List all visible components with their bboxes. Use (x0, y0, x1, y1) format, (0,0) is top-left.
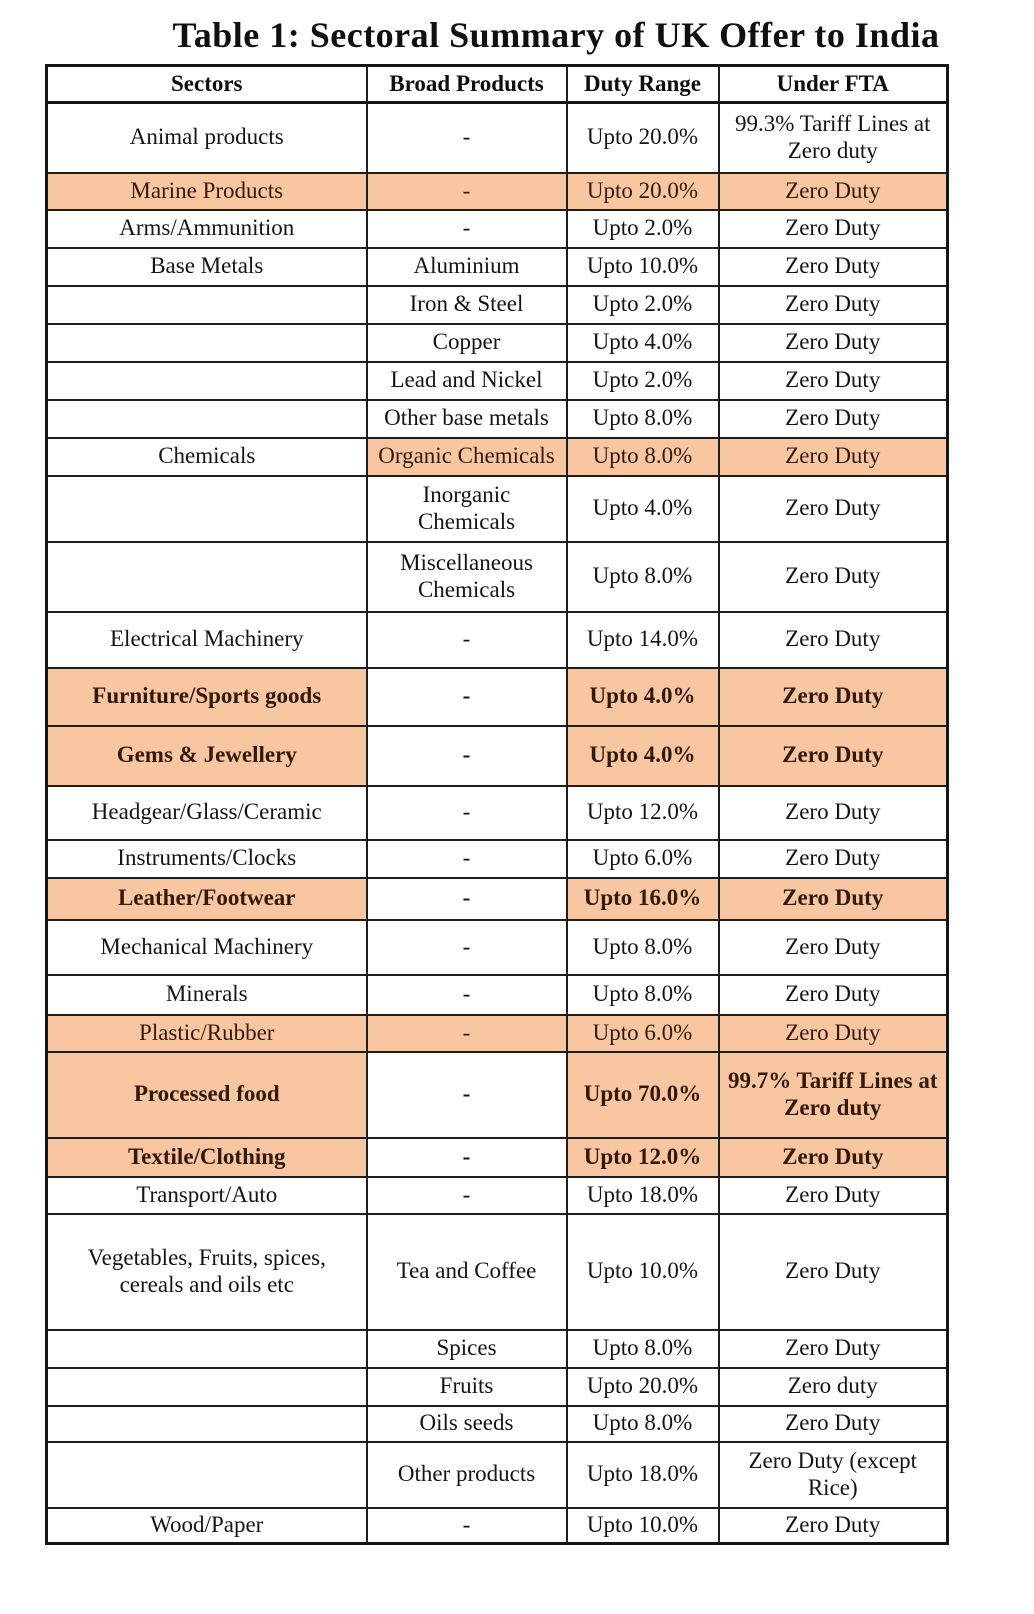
product-cell: - (367, 1177, 567, 1214)
table-header-row (47, 66, 948, 103)
sector-cell (47, 1406, 367, 1442)
duty-cell: Upto 4.0% (567, 324, 719, 362)
sector-cell (47, 362, 367, 400)
fta-cell: Zero Duty (except Rice) (719, 1442, 948, 1508)
fta-cell: Zero Duty (719, 438, 948, 476)
product-cell: - (367, 103, 567, 173)
sector-cell (47, 476, 367, 542)
sector-cell (47, 1442, 367, 1508)
product-cell: Lead and Nickel (367, 362, 567, 400)
duty-cell: Upto 16.0% (567, 878, 719, 920)
fta-cell: 99.7% Tariff Lines at Zero duty (719, 1052, 948, 1138)
product-cell: - (367, 1138, 567, 1177)
table-row (47, 975, 948, 1015)
duty-cell: Upto 18.0% (567, 1442, 719, 1508)
product-cell: - (367, 173, 567, 210)
sector-cell (47, 400, 367, 438)
table-row (47, 362, 948, 400)
product-cell: Tea and Coffee (367, 1214, 567, 1330)
table-row (47, 1508, 948, 1544)
duty-cell: Upto 18.0% (567, 1177, 719, 1214)
product-cell: - (367, 612, 567, 668)
duty-cell: Upto 4.0% (567, 668, 719, 726)
product-cell: Oils seeds (367, 1406, 567, 1442)
sector-cell: Minerals (47, 975, 367, 1015)
fta-cell: Zero Duty (719, 362, 948, 400)
product-cell: - (367, 878, 567, 920)
fta-cell: 99.3% Tariff Lines at Zero duty (719, 103, 948, 173)
product-cell: - (367, 975, 567, 1015)
product-cell: - (367, 726, 567, 786)
sector-cell: Furniture/Sports goods (47, 668, 367, 726)
fta-cell: Zero Duty (719, 975, 948, 1015)
product-cell: Inorganic Chemicals (367, 476, 567, 542)
sector-cell: Instruments/Clocks (47, 840, 367, 878)
sector-cell (47, 286, 367, 324)
duty-cell: Upto 8.0% (567, 1330, 719, 1368)
product-cell: - (367, 786, 567, 840)
table-row (47, 1015, 948, 1052)
fta-cell: Zero Duty (719, 173, 948, 210)
table-row (47, 668, 948, 726)
duty-cell: Upto 14.0% (567, 612, 719, 668)
fta-cell: Zero Duty (719, 612, 948, 668)
product-cell: Copper (367, 324, 567, 362)
product-cell: Miscellaneous Chemicals (367, 542, 567, 612)
table-row (47, 1406, 948, 1442)
table-row (47, 476, 948, 542)
duty-cell: Upto 8.0% (567, 975, 719, 1015)
sectoral-summary-table (45, 64, 949, 1545)
sector-cell: Headgear/Glass/Ceramic (47, 786, 367, 840)
fta-cell: Zero Duty (719, 286, 948, 324)
fta-cell: Zero duty (719, 1368, 948, 1406)
duty-cell: Upto 2.0% (567, 210, 719, 248)
fta-cell: Zero Duty (719, 840, 948, 878)
table-row (47, 542, 948, 612)
duty-cell: Upto 2.0% (567, 362, 719, 400)
sector-cell: Electrical Machinery (47, 612, 367, 668)
product-cell: - (367, 1508, 567, 1544)
duty-cell: Upto 12.0% (567, 786, 719, 840)
duty-cell: Upto 8.0% (567, 400, 719, 438)
fta-cell: Zero Duty (719, 542, 948, 612)
fta-cell: Zero Duty (719, 400, 948, 438)
fta-cell: Zero Duty (719, 1508, 948, 1544)
duty-cell: Upto 4.0% (567, 726, 719, 786)
duty-cell: Upto 10.0% (567, 1508, 719, 1544)
table-row (47, 920, 948, 975)
table-container (45, 64, 1034, 1545)
page-title: Table 1: Sectoral Summary of UK Offer to India (172, 15, 940, 55)
product-cell: Other products (367, 1442, 567, 1508)
fta-cell: Zero Duty (719, 1330, 948, 1368)
duty-cell: Upto 20.0% (567, 103, 719, 173)
product-cell: Aluminium (367, 248, 567, 286)
table-row (47, 1138, 948, 1177)
product-cell: - (367, 840, 567, 878)
product-cell: Iron & Steel (367, 286, 567, 324)
table-row (47, 786, 948, 840)
table-row (47, 173, 948, 210)
sector-cell: Transport/Auto (47, 1177, 367, 1214)
fta-cell: Zero Duty (719, 1015, 948, 1052)
duty-cell: Upto 4.0% (567, 476, 719, 542)
sector-cell: Vegetables, Fruits, spices, cereals and oils etc (47, 1214, 367, 1330)
fta-cell: Zero Duty (719, 726, 948, 786)
duty-cell: Upto 20.0% (567, 173, 719, 210)
table-row (47, 103, 948, 173)
sector-cell: Base Metals (47, 248, 367, 286)
fta-cell: Zero Duty (719, 324, 948, 362)
fta-cell: Zero Duty (719, 1138, 948, 1177)
duty-cell: Upto 8.0% (567, 542, 719, 612)
sector-cell: Arms/Ammunition (47, 210, 367, 248)
sector-cell: Gems & Jewellery (47, 726, 367, 786)
table-row (47, 248, 948, 286)
duty-cell: Upto 6.0% (567, 1015, 719, 1052)
table-row (47, 400, 948, 438)
fta-cell: Zero Duty (719, 668, 948, 726)
duty-cell: Upto 2.0% (567, 286, 719, 324)
table-row (47, 726, 948, 786)
fta-cell: Zero Duty (719, 1406, 948, 1442)
sector-cell: Mechanical Machinery (47, 920, 367, 975)
fta-cell: Zero Duty (719, 1214, 948, 1330)
sector-cell (47, 324, 367, 362)
product-cell: Fruits (367, 1368, 567, 1406)
sector-cell: Wood/Paper (47, 1508, 367, 1544)
table-row (47, 612, 948, 668)
sector-cell (47, 1368, 367, 1406)
duty-cell: Upto 8.0% (567, 920, 719, 975)
sector-cell: Processed food (47, 1052, 367, 1138)
sector-cell (47, 542, 367, 612)
product-cell: Other base metals (367, 400, 567, 438)
table-row (47, 210, 948, 248)
fta-cell: Zero Duty (719, 248, 948, 286)
product-cell: - (367, 1015, 567, 1052)
header-cell-under-fta: Under FTA (719, 66, 948, 103)
header-cell-broad-products: Broad Products (367, 66, 567, 103)
product-cell: - (367, 668, 567, 726)
product-cell: - (367, 920, 567, 975)
fta-cell: Zero Duty (719, 786, 948, 840)
sector-cell: Leather/Footwear (47, 878, 367, 920)
duty-cell: Upto 10.0% (567, 248, 719, 286)
table-row (47, 1368, 948, 1406)
duty-cell: Upto 8.0% (567, 438, 719, 476)
duty-cell: Upto 6.0% (567, 840, 719, 878)
table-row (47, 1214, 948, 1330)
duty-cell: Upto 10.0% (567, 1214, 719, 1330)
product-cell: Spices (367, 1330, 567, 1368)
duty-cell: Upto 12.0% (567, 1138, 719, 1177)
header-cell-duty-range: Duty Range (567, 66, 719, 103)
fta-cell: Zero Duty (719, 878, 948, 920)
table-row (47, 324, 948, 362)
fta-cell: Zero Duty (719, 210, 948, 248)
product-cell: Organic Chemicals (367, 438, 567, 476)
table-row (47, 286, 948, 324)
sector-cell: Animal products (47, 103, 367, 173)
product-cell: - (367, 1052, 567, 1138)
fta-cell: Zero Duty (719, 920, 948, 975)
header-cell-sectors: Sectors (47, 66, 367, 103)
sector-cell: Marine Products (47, 173, 367, 210)
fta-cell: Zero Duty (719, 476, 948, 542)
table-row (47, 1330, 948, 1368)
table-row (47, 1052, 948, 1138)
sector-cell (47, 1330, 367, 1368)
table-row (47, 840, 948, 878)
duty-cell: Upto 20.0% (567, 1368, 719, 1406)
table-row (47, 1177, 948, 1214)
sector-cell: Textile/Clothing (47, 1138, 367, 1177)
fta-cell: Zero Duty (719, 1177, 948, 1214)
sector-cell: Chemicals (47, 438, 367, 476)
sector-cell: Plastic/Rubber (47, 1015, 367, 1052)
table-row (47, 878, 948, 920)
duty-cell: Upto 8.0% (567, 1406, 719, 1442)
duty-cell: Upto 70.0% (567, 1052, 719, 1138)
product-cell: - (367, 210, 567, 248)
table-row (47, 1442, 948, 1508)
table-row (47, 438, 948, 476)
